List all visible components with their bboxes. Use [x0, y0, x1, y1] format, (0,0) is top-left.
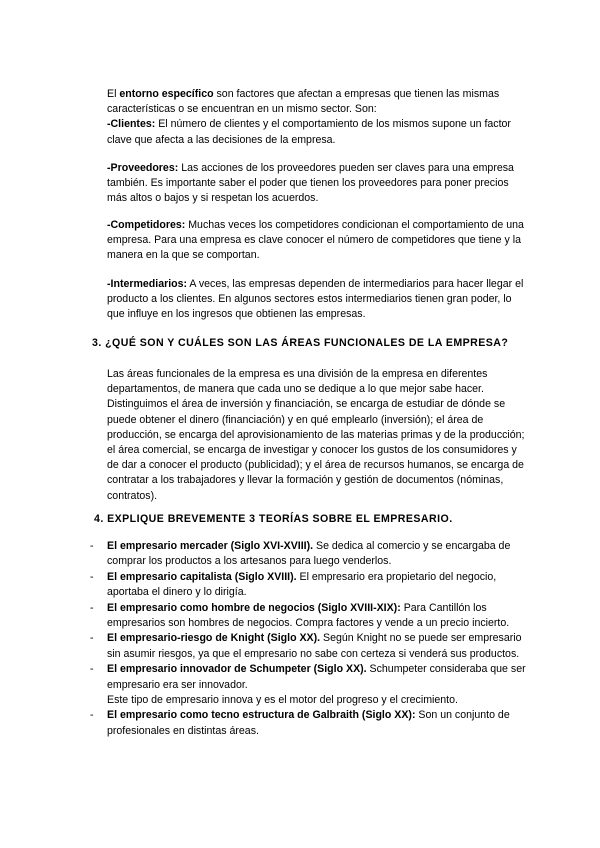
bullet-dash: - — [90, 663, 94, 676]
competidores-text: Muchas veces los competidores condicionan el comportamiento de una empresa. Para una empresa es clave conocer el número de competidores que tiene y la manera en la que se comportan. — [107, 219, 524, 262]
intermediarios-label: -Intermediarios: — [107, 278, 188, 290]
proveedores-paragraph — [107, 161, 527, 207]
item-text: Son un conjunto de profesionales en distintas áreas. — [107, 709, 510, 737]
section4-heading: 4. EXPLIQUE BREVEMENTE 3 TEORÍAS SOBRE EL EMPRESARIO. — [94, 513, 453, 525]
list-item — [90, 539, 530, 570]
intro-rest: son factores que afectan a empresas que tienen las mismas características o se encuentran en un mismo sector. Son: — [107, 88, 500, 116]
intro-paragraph — [107, 87, 527, 148]
bullet-dash: - — [90, 632, 94, 645]
item-text: Para Cantillón los empresarios son hombres de negocios. Compra factores y vende a un precio incierto. — [107, 601, 510, 630]
list-item — [90, 601, 530, 632]
theories-list — [90, 539, 530, 739]
bullet-dash: - — [90, 709, 94, 722]
intermediarios-paragraph — [107, 277, 527, 323]
item-text: Schumpeter consideraba que ser empresario era ser innovador. — [107, 663, 526, 691]
intro-prefix: El — [107, 88, 120, 100]
section3-heading: 3. ¿QUÉ SON Y CUÁLES SON LAS ÁREAS FUNCIONALES DE LA EMPRESA? — [92, 337, 509, 349]
proveedores-label: -Proveedores: — [107, 162, 179, 174]
intermediarios-text: A veces, las empresas dependen de intermediarios para hacer llegar el producto a los clientes. En algunos sectores estos intermediarios tienen gran poder, lo que influye en los ingresos que obtienen las empresas. — [107, 278, 524, 321]
list-item — [90, 631, 530, 662]
item-title: El empresario capitalista (Siglo XVIII). — [107, 570, 297, 583]
list-item — [90, 662, 530, 708]
bullet-dash: - — [90, 570, 94, 583]
section3-body: Las áreas funcionales de la empresa es una división de la empresa en diferentes departamentos, de manera que cada uno se dedique a lo que mejor sabe hacer. Distinguimos el área de inversión y financiación, se encarga de estudiar de dónde se puede obtener el dinero (financiación) y en qué emplearlo (inversión); el área de producción, se encarga del aprovisionamiento de las materias primas y de la producción; el área comercial, se encarga de investigar y conocer los gustos de los consumidores y de dar a conocer el producto (publicidad); y el área de recursos humanos, se encarga de contratar a los trabajadores y llevar la formación y gestión de documentos (nóminas, contratos). — [107, 368, 525, 502]
clientes-label: -Clientes: — [107, 118, 156, 131]
proveedores-text: Las acciones de los proveedores pueden ser claves para una empresa también. Es importante saber el poder que tienen los proveedores para poner precios más altos o bajos y si respetan los acuerdos. — [107, 162, 514, 205]
list-item — [90, 570, 530, 601]
item-extra-text: Este tipo de empresario innova y es el motor del progreso y el crecimiento. — [107, 694, 458, 707]
competidores-label: -Competidores: — [107, 219, 186, 231]
item-text: Se dedica al comercio y se encargaba de comprar los productos a los artesanos para luego venderlos. — [107, 540, 511, 568]
bullet-dash: - — [90, 601, 94, 614]
list-item — [90, 708, 530, 739]
item-title: El empresario como tecno estructura de Galbraith (Siglo XX): — [107, 709, 416, 722]
item-title: El empresario-riesgo de Knight (Siglo XX). — [107, 632, 321, 645]
clientes-text: El número de clientes y el comportamiento de los mismos supone un factor clave que afecta a las decisiones de la empresa. — [107, 118, 511, 146]
item-title: El empresario mercader (Siglo XVI-XVIII). — [107, 540, 314, 552]
item-title: El empresario como hombre de negocios (Siglo XVIII-XIX): — [107, 601, 401, 614]
item-text: El empresario era propietario del negocio, aportaba el dinero y lo dirigía. — [107, 570, 497, 599]
item-text: Según Knight no se puede ser empresario sin asumir riesgos, ya que el empresario no sabe con certeza si venderá sus productos. — [107, 632, 522, 660]
item-title: El empresario innovador de Schumpeter (Siglo XX). — [107, 663, 367, 676]
intro-term: entorno específico — [119, 88, 214, 100]
bullet-dash: - — [90, 540, 94, 552]
competidores-paragraph — [107, 218, 527, 264]
